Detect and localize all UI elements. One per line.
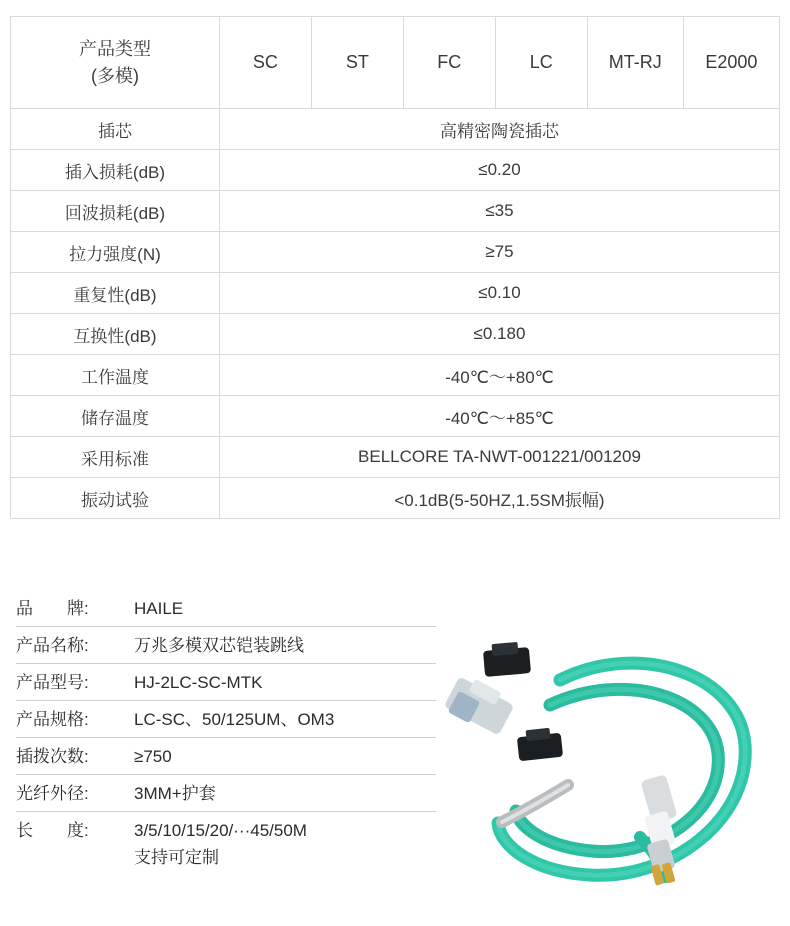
table-row <box>11 437 780 478</box>
spec-label-tensile-strength: 拉力强度(N) <box>11 232 220 273</box>
spec-table-body <box>11 17 780 519</box>
info-key-brand: 品 牌: <box>16 599 89 618</box>
list-item <box>16 627 436 664</box>
spec-table-header-row <box>11 17 780 109</box>
spec-label-insertion-loss: 插入损耗(dB) <box>11 150 220 191</box>
table-row <box>11 109 780 150</box>
info-value-model: HJ-2LC-SC-MTK <box>134 673 263 692</box>
info-value-product-name: 万兆多模双芯铠装跳线 <box>134 636 304 655</box>
spec-label-storage-temperature: 储存温度 <box>11 396 220 437</box>
list-item <box>16 738 436 775</box>
spec-header-connector-mtrj: MT-RJ <box>587 17 683 109</box>
spec-value-interchangeability: ≤0.180 <box>219 314 779 355</box>
spec-header-connector-e2000: E2000 <box>683 17 779 109</box>
spec-value-standard: BELLCORE TA-NWT-001221/001209 <box>219 437 779 478</box>
info-key-outer-diameter: 光纤外径: <box>16 784 89 803</box>
list-item <box>16 812 436 871</box>
spec-header-connector-fc: FC <box>403 17 495 109</box>
table-row <box>11 273 780 314</box>
product-info-list <box>16 590 436 871</box>
spec-value-repeatability: ≤0.10 <box>219 273 779 314</box>
spec-header-connector-sc: SC <box>219 17 311 109</box>
spec-label-operating-temperature: 工作温度 <box>11 355 220 396</box>
info-value-length-note: 支持可定制 <box>134 848 219 868</box>
table-row <box>11 314 780 355</box>
table-row <box>11 232 780 273</box>
info-key-mating-cycles: 插拨次数: <box>16 747 89 766</box>
info-key-model: 产品型号: <box>16 673 89 692</box>
table-row <box>11 191 780 232</box>
spec-header-connector-st: ST <box>311 17 403 109</box>
spec-header-type-line1: 产品类型 <box>78 39 151 60</box>
spec-label-ferrule: 插芯 <box>11 109 220 150</box>
spec-label-vibration-test: 振动试验 <box>11 478 220 519</box>
info-key-length: 长 度: <box>16 821 89 840</box>
info-value-outer-diameter: 3MM+护套 <box>134 784 216 803</box>
specification-table <box>10 16 780 519</box>
info-value-length-wrapper <box>134 817 436 871</box>
spec-value-insertion-loss: ≤0.20 <box>219 150 779 191</box>
spec-label-return-loss: 回波损耗(dB) <box>11 191 220 232</box>
spec-header-connector-lc: LC <box>495 17 587 109</box>
info-value-brand: HAILE <box>134 599 184 618</box>
spec-label-repeatability: 重复性(dB) <box>11 273 220 314</box>
spec-label-interchangeability: 互换性(dB) <box>11 314 220 355</box>
info-key-product-name: 产品名称: <box>16 636 89 655</box>
info-value-length: 3/5/10/15/20/···45/50M <box>134 821 307 840</box>
spec-value-tensile-strength: ≥75 <box>219 232 779 273</box>
table-row <box>11 396 780 437</box>
info-key-specification: 产品规格: <box>16 710 89 729</box>
table-row <box>11 478 780 519</box>
spec-value-operating-temperature: -40℃～+80℃ <box>219 355 779 396</box>
spec-value-storage-temperature: -40℃～+85℃ <box>219 396 779 437</box>
spec-header-type-line2: (多模) <box>90 65 139 86</box>
product-photo-illustration <box>440 585 780 915</box>
spec-value-return-loss: ≤35 <box>219 191 779 232</box>
table-row <box>11 355 780 396</box>
list-item <box>16 590 436 627</box>
product-photo <box>440 585 780 915</box>
spec-value-vibration-test: <0.1dB(5-50HZ,1.5SM振幅) <box>219 478 779 519</box>
spec-header-type-cell <box>11 17 220 109</box>
spec-value-ferrule: 高精密陶瓷插芯 <box>219 109 779 150</box>
info-value-mating-cycles: ≥750 <box>134 747 172 766</box>
list-item <box>16 664 436 701</box>
list-item <box>16 701 436 738</box>
list-item <box>16 775 436 812</box>
table-row <box>11 150 780 191</box>
spec-label-standard: 采用标准 <box>11 437 220 478</box>
info-value-specification: LC-SC、50/125UM、OM3 <box>134 710 335 729</box>
